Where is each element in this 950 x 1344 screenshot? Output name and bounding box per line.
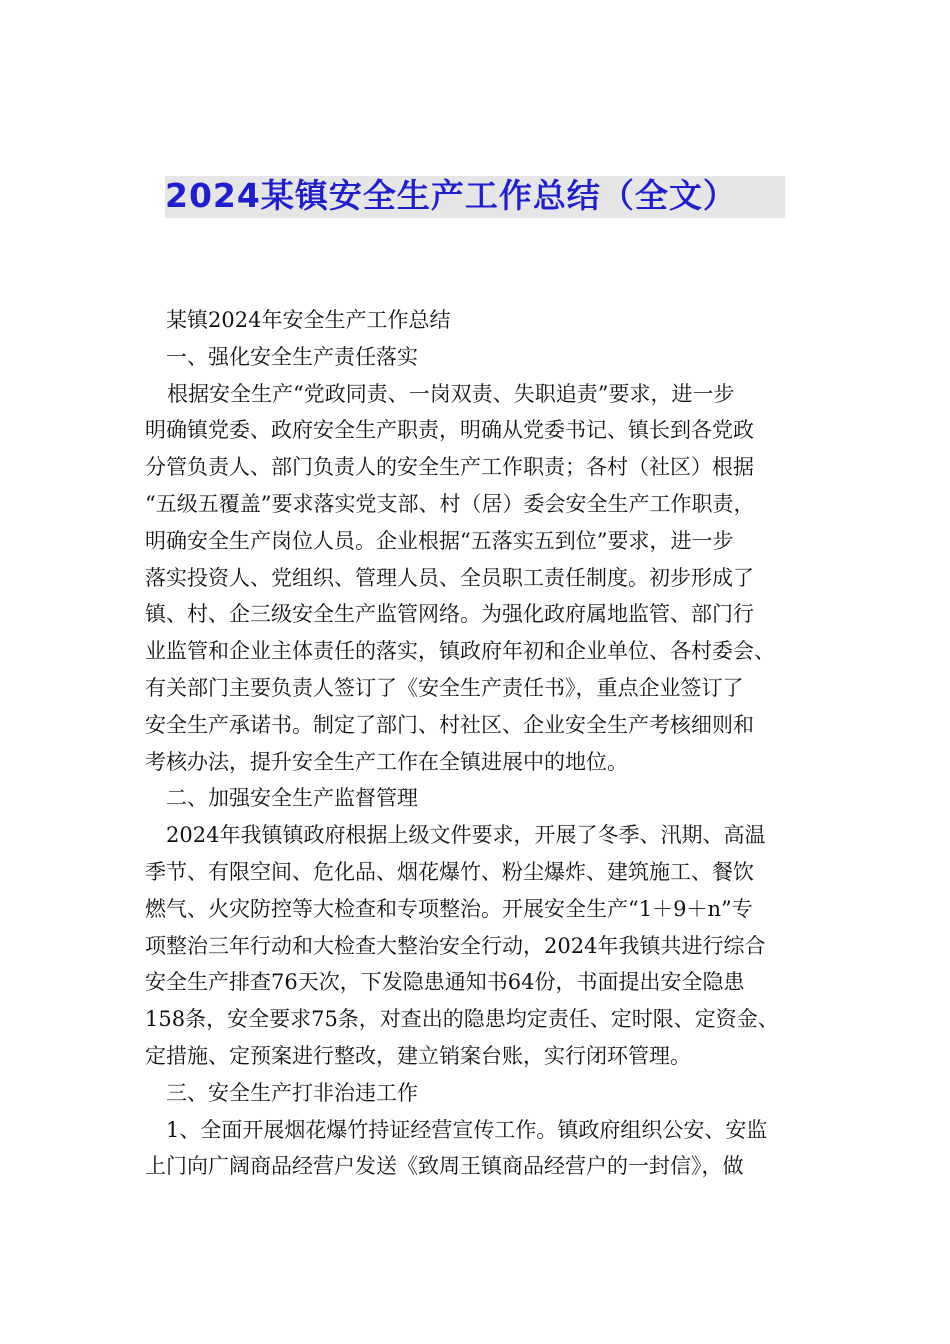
paragraph-line: 分管负责人、部门负责人的安全生产工作职责；各村（社区）根据 [145,455,754,480]
paragraph-line: 定措施、定预案进行整改，建立销案台账，实行闭环管理。 [145,1043,691,1068]
section-heading-2: 二、加强安全生产监督管理 [166,786,418,811]
paragraph-line: 安全生产承诺书。制定了部门、村社区、企业安全生产考核细则和 [145,712,754,737]
paragraph-line: 明确安全生产岗位人员。企业根据“五落实五到位”要求，进一步 [145,528,734,553]
paragraph-line: 安全生产排查76天次，下发隐患通知书64份，书面提出安全隐患 [145,970,745,995]
document-title: 2024某镇安全生产工作总结（全文） [165,176,737,215]
paragraph-line: 158条，安全要求75条，对查出的隐患均定责任、定时限、定资金、 [145,1007,779,1032]
paragraph-line: 考核办法，提升安全生产工作在全镇进展中的地位。 [145,749,628,774]
paragraph-line: 项整治三年行动和大检查大整治安全行动，2024年我镇共进行综合 [145,933,766,958]
paragraph-line: 落实投资人、党组织、管理人员、全员职工责任制度。初步形成了 [145,565,754,590]
document-body [145,302,835,1185]
paragraph-line: 燃气、火灾防控等大检查和专项整治。开展安全生产“1＋9＋n”专 [145,896,753,921]
paragraph-line: 季节、有限空间、危化品、烟花爆竹、粉尘爆炸、建筑施工、餐饮 [145,859,754,884]
section-heading-1: 一、强化安全生产责任落实 [166,344,418,369]
paragraph-line: 明确镇党委、政府安全生产职责，明确从党委书记、镇长到各党政 [145,418,754,443]
paragraph-line: “五级五覆盖”要求落实党支部、村（居）委会安全生产工作职责， [145,491,755,516]
paragraph-line: 2024年我镇镇政府根据上级文件要求，开展了冬季、汛期、高温 [166,823,766,848]
paragraph-line: 根据安全生产“党政同责、一岗双责、失职追责”要求，进一步 [167,381,735,406]
paragraph-line: 镇、村、企三级安全生产监管网络。为强化政府属地监管、部门行 [145,602,754,627]
paragraph-line: 有关部门主要负责人签订了《安全生产责任书》，重点企业签订了 [145,675,744,700]
paragraph-line: 上门向广阔商品经营户发送《致周王镇商品经营户的一封信》，做 [145,1154,744,1179]
paragraph-line: 1、全面开展烟花爆竹持证经营宣传工作。镇政府组织公安、安监 [166,1117,768,1142]
section-heading-3: 三、安全生产打非治违工作 [166,1080,418,1105]
paragraph-line: 业监管和企业主体责任的落实，镇政府年初和企业单位、各村委会、 [145,639,775,664]
subtitle-line: 某镇2024年安全生产工作总结 [166,308,451,332]
